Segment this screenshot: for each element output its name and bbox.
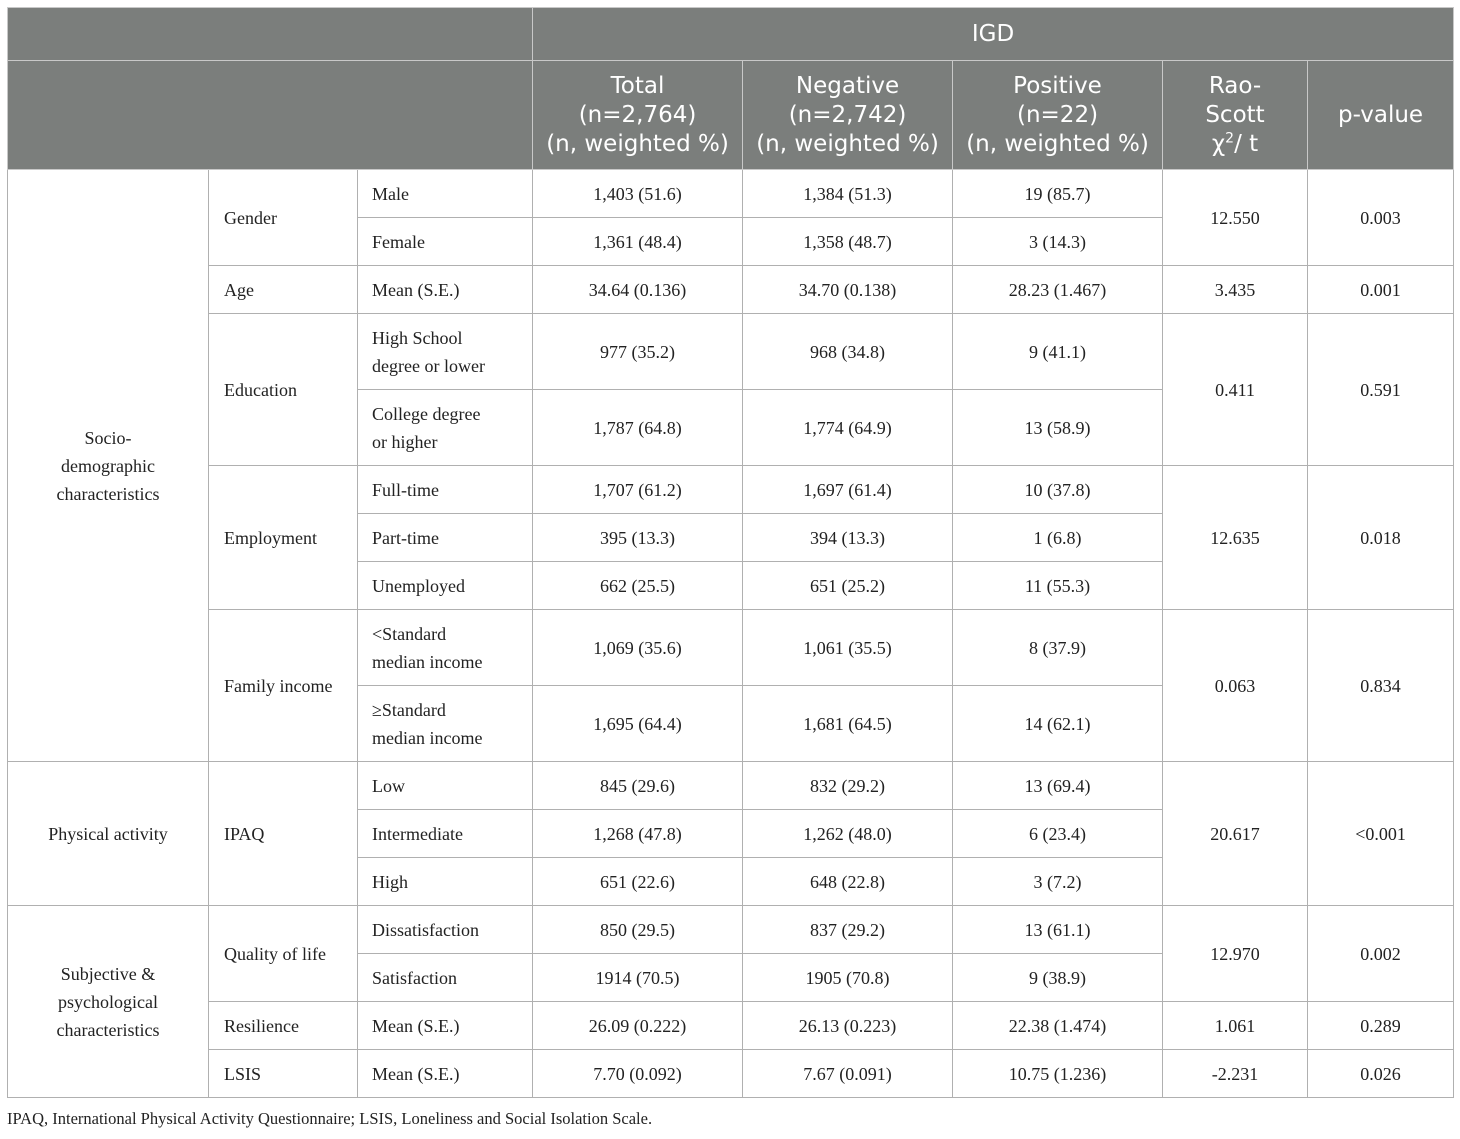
table-row <box>8 170 1454 218</box>
category-label-line: Subjective & <box>60 963 156 984</box>
category-cell <box>8 906 209 1098</box>
header-row-group <box>8 8 1454 61</box>
total-cell: 1,268 (47.8) <box>533 810 743 858</box>
variable-cell: Gender <box>209 170 358 266</box>
negative-cell: 1,262 (48.0) <box>743 810 953 858</box>
positive-cell: 22.38 (1.474) <box>953 1002 1163 1050</box>
total-cell: 1,787 (64.8) <box>533 390 743 466</box>
positive-cell: 10.75 (1.236) <box>953 1050 1163 1098</box>
negative-cell: 7.67 (0.091) <box>743 1050 953 1098</box>
p-value-cell: 0.003 <box>1308 170 1454 266</box>
p-value-cell: 0.002 <box>1308 906 1454 1002</box>
table-row <box>8 762 1454 810</box>
header-row-columns <box>8 61 1454 170</box>
statistic-cell: 0.411 <box>1163 314 1308 466</box>
total-cell: 7.70 (0.092) <box>533 1050 743 1098</box>
category-cell <box>8 170 209 762</box>
positive-cell: 10 (37.8) <box>953 466 1163 514</box>
level-label-line: median income <box>372 651 483 672</box>
p-value-cell: 0.289 <box>1308 1002 1454 1050</box>
category-label-line: psychological <box>58 991 158 1012</box>
total-cell: 845 (29.6) <box>533 762 743 810</box>
statistic-cell: 1.061 <box>1163 1002 1308 1050</box>
positive-cell: 1 (6.8) <box>953 514 1163 562</box>
positive-cell: 6 (23.4) <box>953 810 1163 858</box>
total-cell: 1,403 (51.6) <box>533 170 743 218</box>
p-value-cell: <0.001 <box>1308 762 1454 906</box>
variable-cell: LSIS <box>209 1050 358 1098</box>
level-label-line: Mean (S.E.) <box>372 1015 460 1036</box>
p-value-cell: 0.001 <box>1308 266 1454 314</box>
category-label-line: characteristics <box>56 483 160 504</box>
negative-cell: 1,681 (64.5) <box>743 686 953 762</box>
table-footnote: IPAQ, International Physical Activity Questionnaire; LSIS, Loneliness and Social Isolation Scale. <box>7 1109 653 1128</box>
level-label-line: Male <box>372 183 409 204</box>
category-label-line: characteristics <box>56 1019 160 1040</box>
level-cell <box>358 610 533 686</box>
negative-cell: 1905 (70.8) <box>743 954 953 1002</box>
negative-cell: 26.13 (0.223) <box>743 1002 953 1050</box>
level-cell <box>358 1002 533 1050</box>
level-cell <box>358 1050 533 1098</box>
total-cell: 1,707 (61.2) <box>533 466 743 514</box>
p-value-cell: 0.026 <box>1308 1050 1454 1098</box>
variable-cell: Resilience <box>209 1002 358 1050</box>
level-label-line: Female <box>372 231 425 252</box>
p-value-cell: 0.018 <box>1308 466 1454 610</box>
results-table <box>7 7 1454 1098</box>
level-cell <box>358 170 533 218</box>
positive-cell: 13 (61.1) <box>953 906 1163 954</box>
statistic-cell: 20.617 <box>1163 762 1308 906</box>
category-label-line: demographic <box>61 455 155 476</box>
negative-cell: 394 (13.3) <box>743 514 953 562</box>
positive-cell: 9 (38.9) <box>953 954 1163 1002</box>
total-cell: 850 (29.5) <box>533 906 743 954</box>
table-row <box>8 610 1454 686</box>
total-cell: 651 (22.6) <box>533 858 743 906</box>
positive-cell: 13 (58.9) <box>953 390 1163 466</box>
positive-cell: 28.23 (1.467) <box>953 266 1163 314</box>
header-p-value: p-value <box>1308 61 1454 170</box>
table-body <box>8 170 1454 1098</box>
level-label-line: Dissatisfaction <box>372 919 479 940</box>
statistic-cell: 0.063 <box>1163 610 1308 762</box>
total-cell: 1,069 (35.6) <box>533 610 743 686</box>
negative-cell: 837 (29.2) <box>743 906 953 954</box>
level-label-line: degree or lower <box>372 355 485 376</box>
level-label-line: ≥Standard <box>372 699 446 720</box>
positive-cell: 8 (37.9) <box>953 610 1163 686</box>
negative-cell: 832 (29.2) <box>743 762 953 810</box>
level-cell <box>358 266 533 314</box>
header-total: Total (n=2,764) (n, weighted %) <box>533 61 743 170</box>
level-label-line: Low <box>372 775 405 796</box>
header-blank-cell <box>8 8 533 61</box>
level-cell <box>358 762 533 810</box>
level-label-line: College degree <box>372 403 481 424</box>
negative-cell: 651 (25.2) <box>743 562 953 610</box>
category-label-line: Socio- <box>84 427 132 448</box>
level-label-line: or higher <box>372 431 438 452</box>
table-row <box>8 1002 1454 1050</box>
level-cell <box>358 954 533 1002</box>
positive-cell: 19 (85.7) <box>953 170 1163 218</box>
total-cell: 395 (13.3) <box>533 514 743 562</box>
level-cell <box>358 314 533 390</box>
total-cell: 26.09 (0.222) <box>533 1002 743 1050</box>
level-label-line: Satisfaction <box>372 967 457 988</box>
chi-square-label: $\chi^2/$ t <box>1211 129 1259 157</box>
table-row <box>8 266 1454 314</box>
level-cell <box>358 390 533 466</box>
statistic-cell: 12.970 <box>1163 906 1308 1002</box>
negative-cell: 1,384 (51.3) <box>743 170 953 218</box>
total-cell: 1914 (70.5) <box>533 954 743 1002</box>
level-cell <box>358 906 533 954</box>
level-label-line: High <box>372 871 408 892</box>
statistic-cell: 12.550 <box>1163 170 1308 266</box>
positive-cell: 13 (69.4) <box>953 762 1163 810</box>
level-cell <box>358 858 533 906</box>
variable-cell: Age <box>209 266 358 314</box>
total-cell: 34.64 (0.136) <box>533 266 743 314</box>
level-label-line: High School <box>372 327 463 348</box>
variable-cell: Education <box>209 314 358 466</box>
level-label-line: Mean (S.E.) <box>372 279 460 300</box>
negative-cell: 1,358 (48.7) <box>743 218 953 266</box>
level-cell <box>358 466 533 514</box>
level-label-line: Part-time <box>372 527 439 548</box>
level-label-line: Unemployed <box>372 575 465 596</box>
header-rao-scott: Rao- Scott $\chi^2/$ t <box>1163 61 1308 170</box>
statistic-cell: -2.231 <box>1163 1050 1308 1098</box>
variable-cell: Family income <box>209 610 358 762</box>
level-label-line: Full-time <box>372 479 439 500</box>
table-row <box>8 466 1454 514</box>
p-value-cell: 0.591 <box>1308 314 1454 466</box>
total-cell: 1,695 (64.4) <box>533 686 743 762</box>
positive-cell: 11 (55.3) <box>953 562 1163 610</box>
table-row <box>8 1050 1454 1098</box>
table-row <box>8 906 1454 954</box>
variable-cell: Employment <box>209 466 358 610</box>
level-cell <box>358 686 533 762</box>
negative-cell: 968 (34.8) <box>743 314 953 390</box>
total-cell: 977 (35.2) <box>533 314 743 390</box>
header-blank-cell-2 <box>8 61 533 170</box>
level-cell <box>358 810 533 858</box>
level-cell <box>358 514 533 562</box>
level-label-line: <Standard <box>372 623 447 644</box>
negative-cell: 34.70 (0.138) <box>743 266 953 314</box>
positive-cell: 9 (41.1) <box>953 314 1163 390</box>
negative-cell: 1,774 (64.9) <box>743 390 953 466</box>
p-value-cell: 0.834 <box>1308 610 1454 762</box>
variable-cell: Quality of life <box>209 906 358 1002</box>
variable-cell: IPAQ <box>209 762 358 906</box>
negative-cell: 1,697 (61.4) <box>743 466 953 514</box>
level-cell <box>358 218 533 266</box>
header-positive: Positive (n=22) (n, weighted %) <box>953 61 1163 170</box>
category-cell <box>8 762 209 906</box>
total-cell: 1,361 (48.4) <box>533 218 743 266</box>
negative-cell: 1,061 (35.5) <box>743 610 953 686</box>
positive-cell: 14 (62.1) <box>953 686 1163 762</box>
header-negative: Negative (n=2,742) (n, weighted %) <box>743 61 953 170</box>
category-label-line: Physical activity <box>48 823 168 844</box>
table-row <box>8 314 1454 390</box>
statistic-cell: 12.635 <box>1163 466 1308 610</box>
level-label-line: median income <box>372 727 483 748</box>
positive-cell: 3 (7.2) <box>953 858 1163 906</box>
level-label-line: Mean (S.E.) <box>372 1063 460 1084</box>
header-igd: IGD <box>533 8 1454 61</box>
statistic-cell: 3.435 <box>1163 266 1308 314</box>
results-table-container <box>7 7 1453 1098</box>
positive-cell: 3 (14.3) <box>953 218 1163 266</box>
level-cell <box>358 562 533 610</box>
level-label-line: Intermediate <box>372 823 463 844</box>
negative-cell: 648 (22.8) <box>743 858 953 906</box>
total-cell: 662 (25.5) <box>533 562 743 610</box>
